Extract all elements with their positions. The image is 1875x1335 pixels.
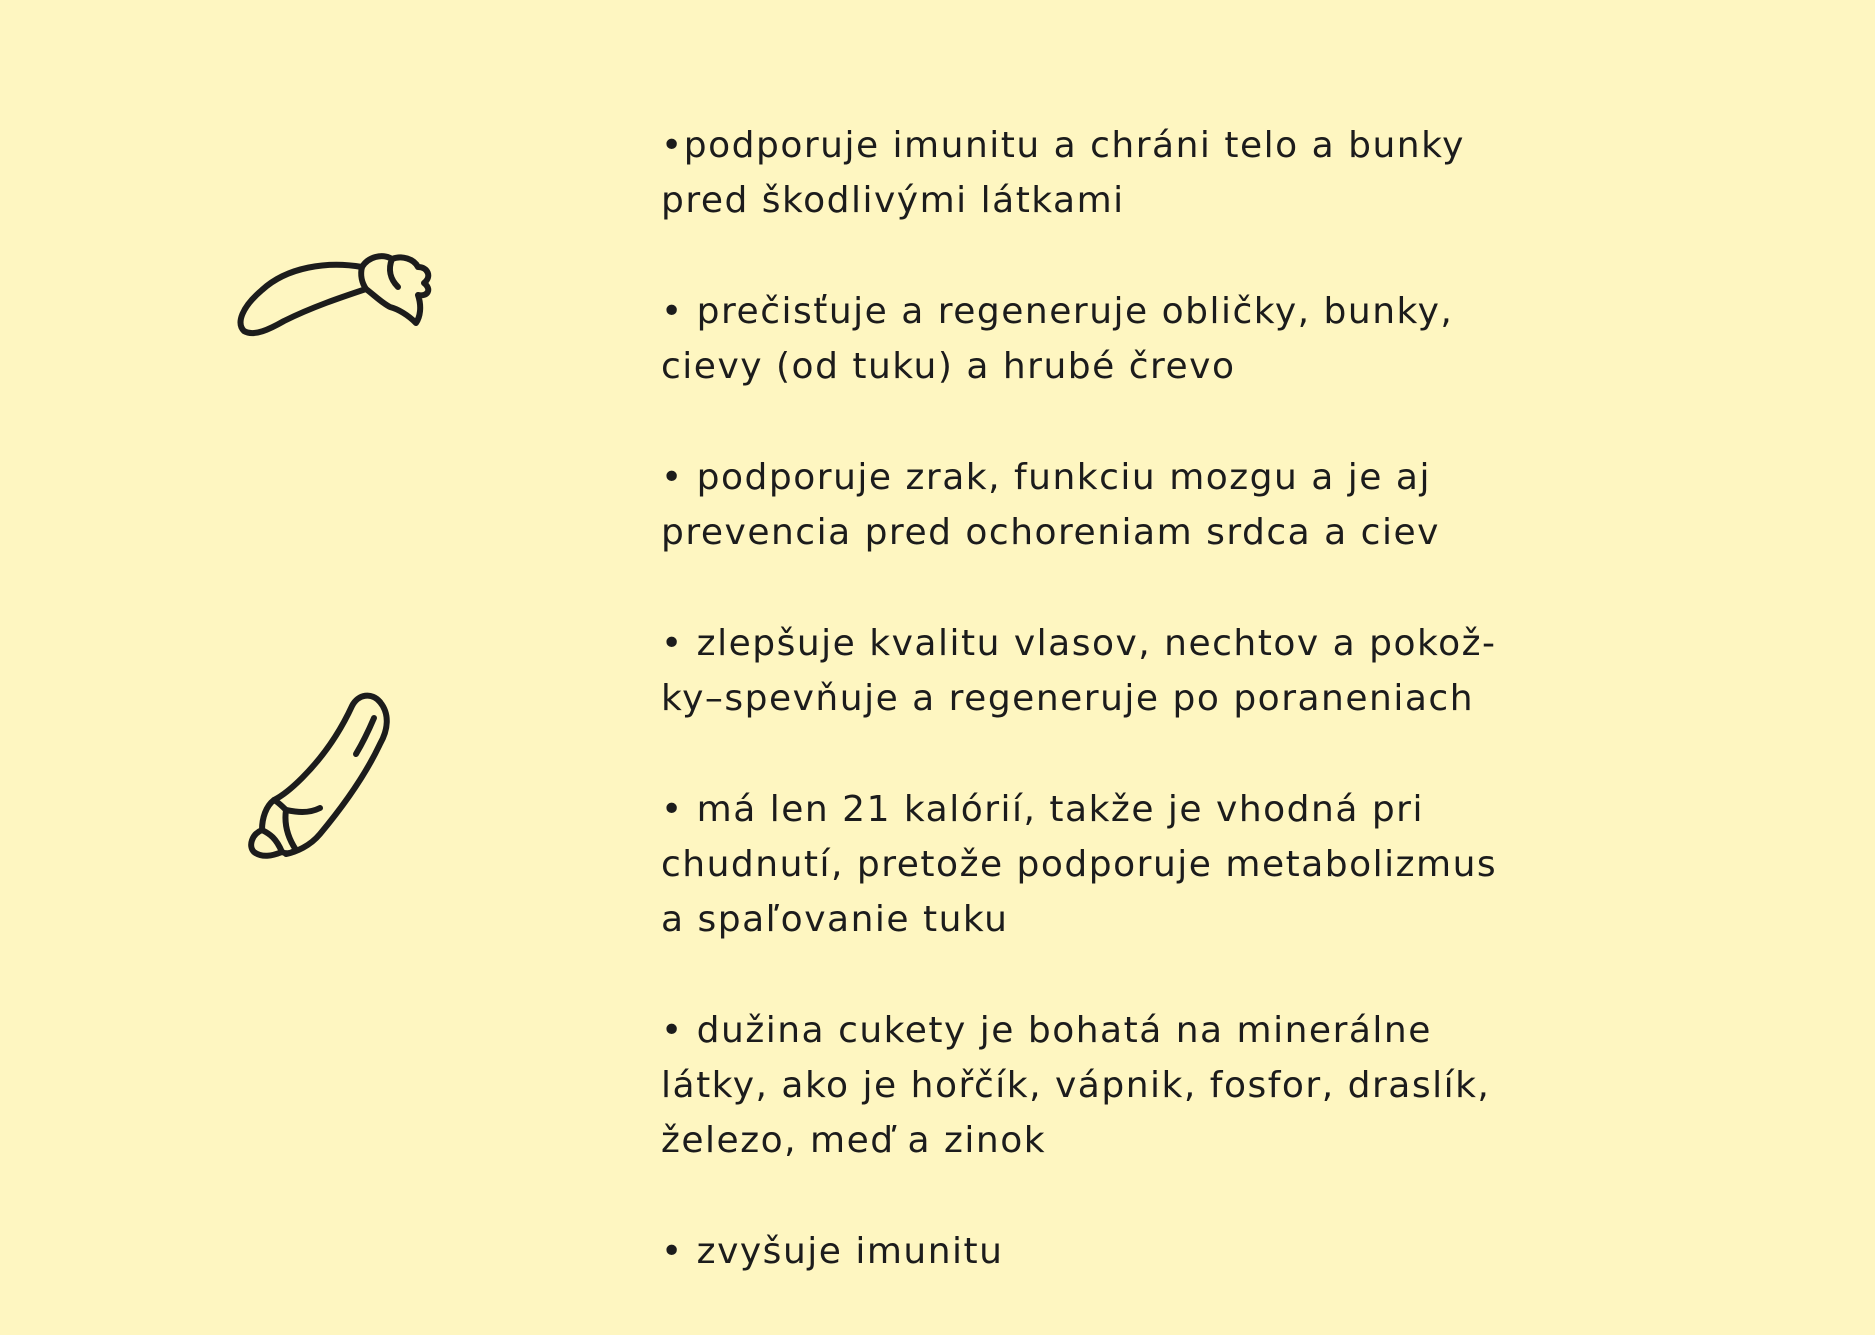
zucchini-diagonal-icon — [240, 688, 420, 878]
benefit-item: • prečisťuje a regeneruje obličky, bunky, cievy (od tuku) a hrubé črevo — [661, 291, 1454, 387]
benefit-item: •podporuje imunitu a chráni telo a bunky pred škodlivými látkami — [661, 125, 1465, 221]
benefit-item: • zlepšuje kvalitu vlasov, nechtov a pokož- ky–spevňuje a regeneruje po poraneniach — [661, 623, 1497, 719]
benefit-item: • podporuje zrak, funkciu mozgu a je aj prevencia pred ochoreniam srdca a ciev — [661, 457, 1440, 553]
zucchini-horizontal-icon — [232, 245, 452, 345]
benefits-list — [661, 118, 1661, 1335]
benefit-item: • zvyšuje imunitu — [661, 1231, 1004, 1272]
benefit-item: • má len 21 kalórií, takže je vhodná pri chudnutí, pretože podporuje metabolizmus a spaľovanie tuku — [661, 789, 1498, 940]
benefit-item: • dužina cukety je bohatá na minerálne látky, ako je hořčík, vápnik, fosfor, draslík, železo, meď a zinok — [661, 1010, 1491, 1161]
